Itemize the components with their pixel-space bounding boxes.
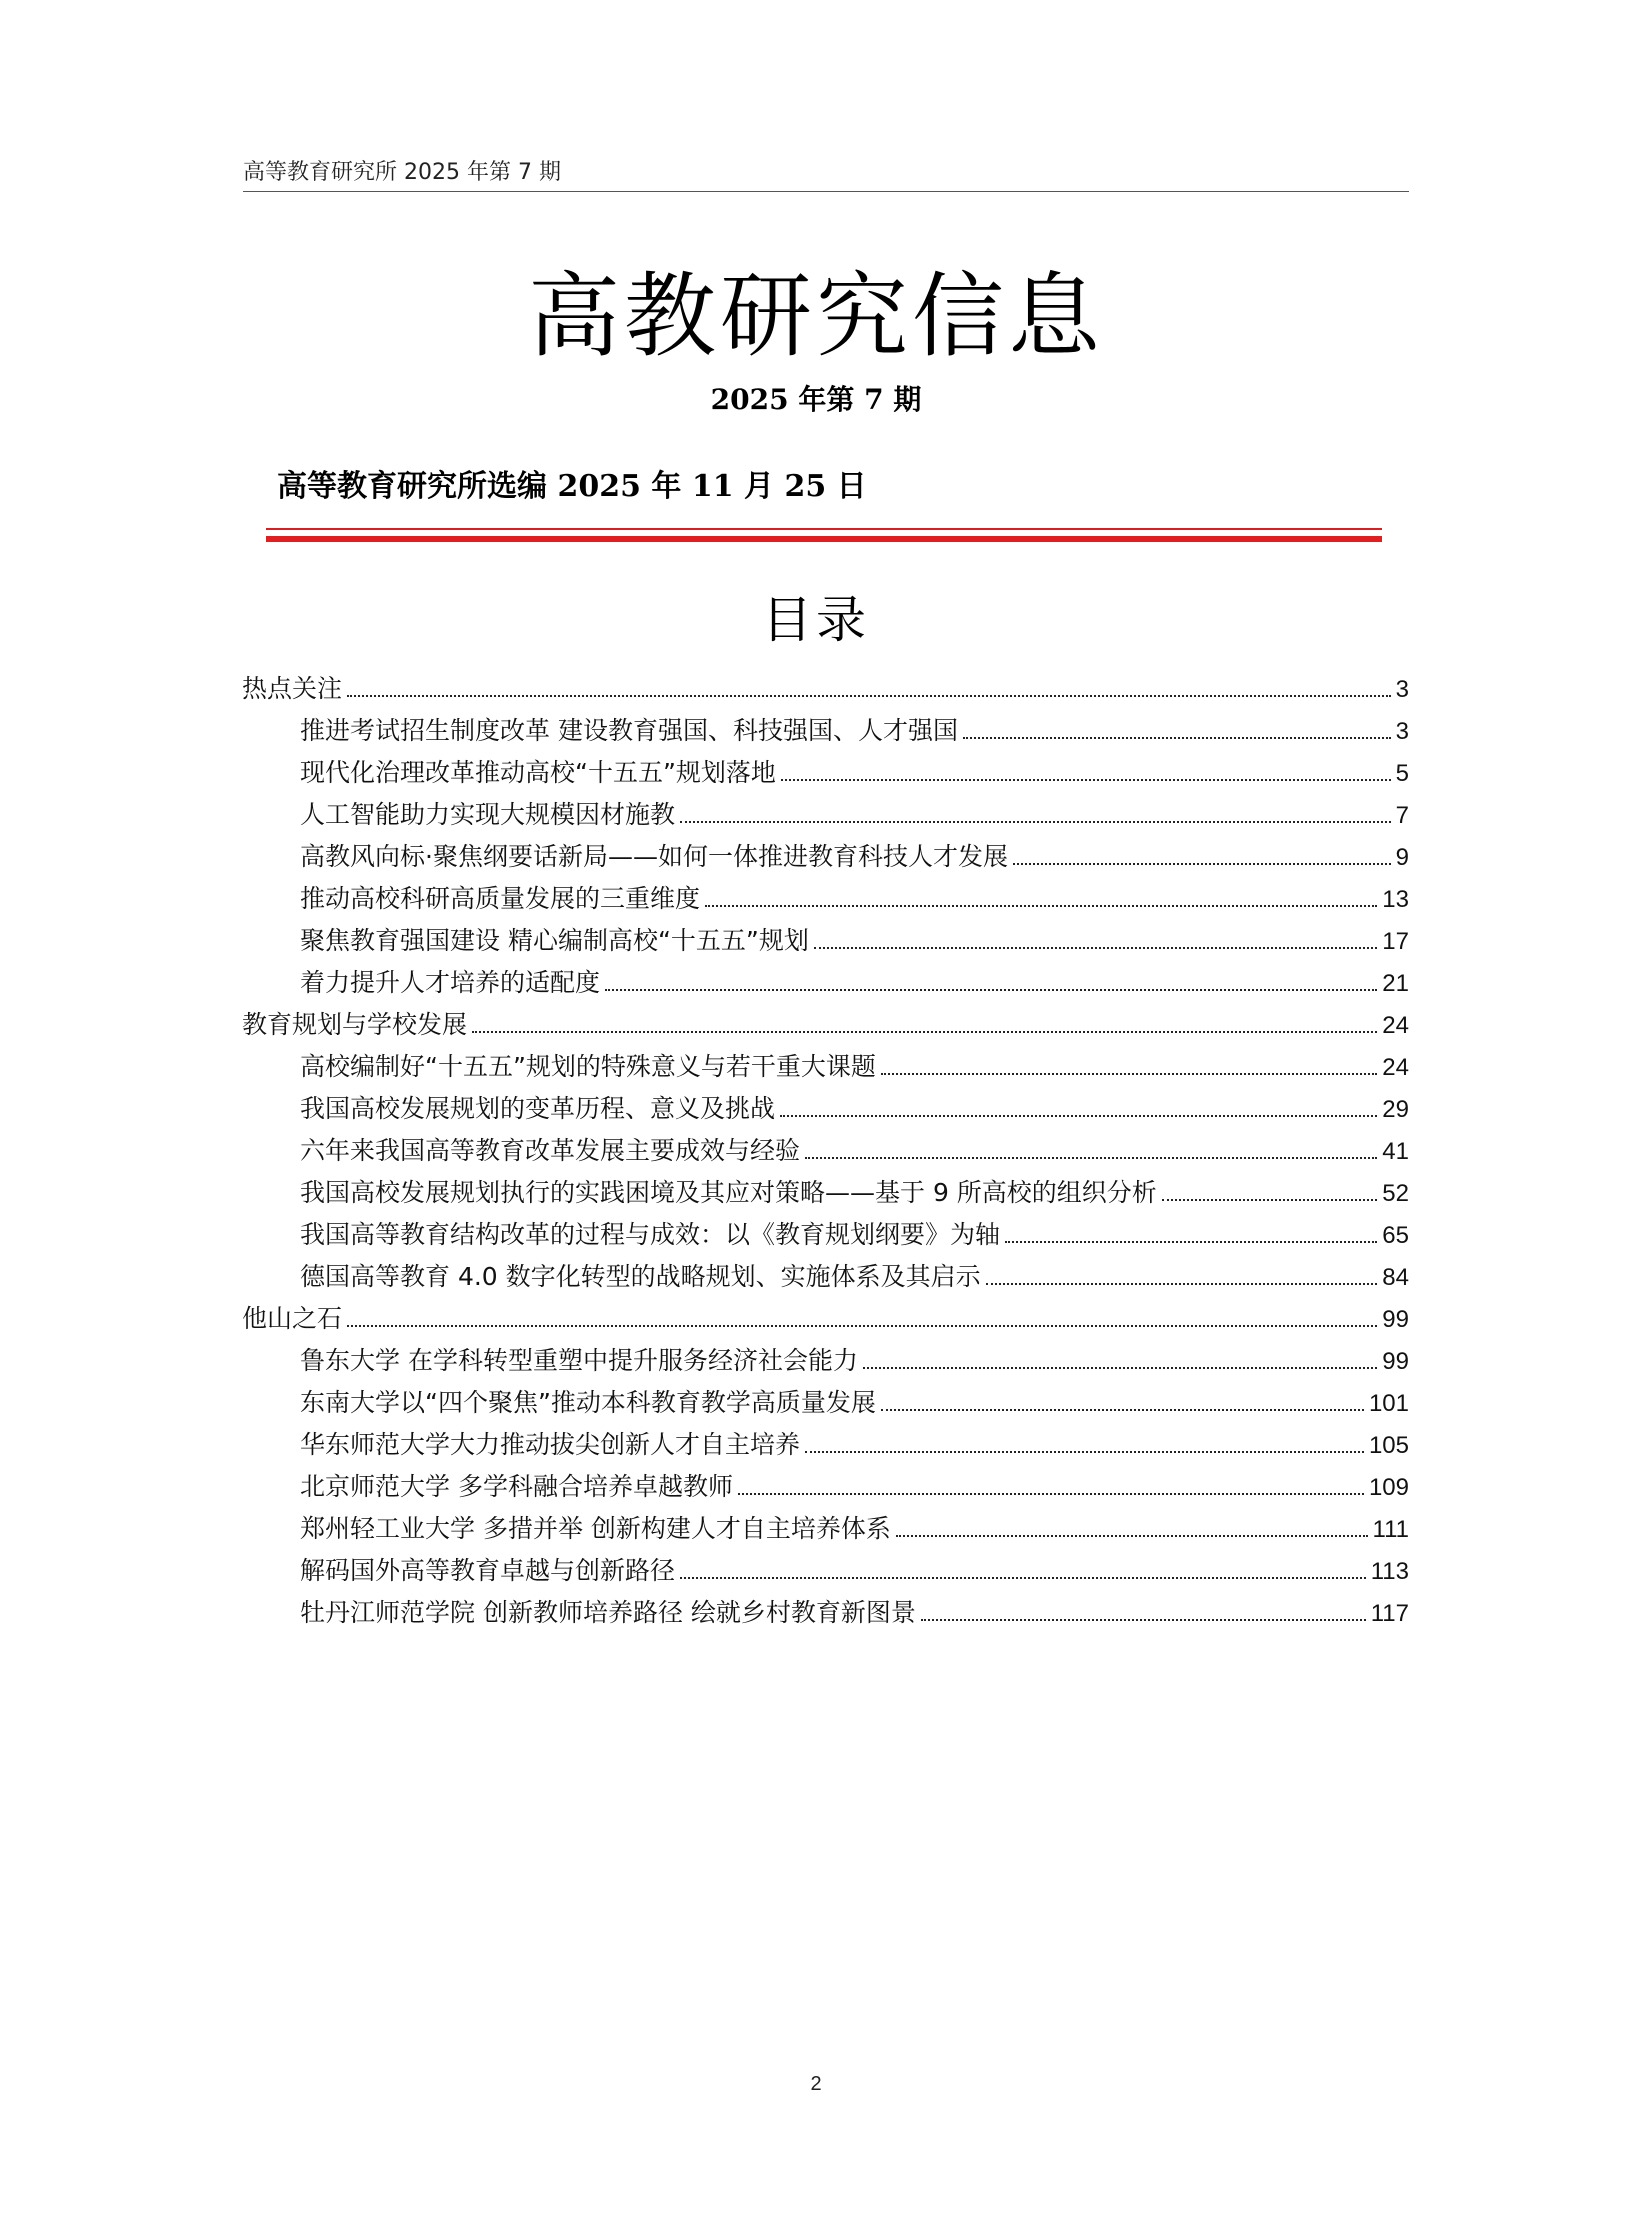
toc-article-entry[interactable] [242, 1214, 1409, 1256]
toc-entry-title: 高教风向标·聚焦纲要话新局——如何一体推进教育科技人才发展 [300, 842, 1008, 871]
toc-article-entry[interactable] [242, 878, 1409, 920]
toc-entry-title: 人工智能助力实现大规模因材施教 [300, 800, 676, 829]
toc-dot-leader [963, 736, 1391, 739]
toc-page-number: 99 [1382, 1306, 1409, 1333]
toc-page-number: 13 [1382, 886, 1409, 913]
toc-dot-leader [472, 1030, 1377, 1033]
toc-entry-title: 现代化治理改革推动高校“十五五”规划落地 [300, 758, 776, 787]
toc-section-entry[interactable] [242, 668, 1409, 710]
toc-article-entry[interactable] [242, 794, 1409, 836]
toc-entry-title: 教育规划与学校发展 [242, 1010, 468, 1039]
toc-article-entry[interactable] [242, 752, 1409, 794]
toc-dot-leader [680, 1576, 1366, 1579]
toc-section-entry[interactable] [242, 1298, 1409, 1340]
toc-dot-leader [805, 1450, 1364, 1453]
issue-number: 2025 年第 7 期 [710, 383, 922, 416]
toc-dot-leader [705, 904, 1377, 907]
toc-page-number: 99 [1382, 1348, 1409, 1375]
toc-page-number: 84 [1382, 1264, 1409, 1291]
toc-entry-title: 北京师范大学 多学科融合培养卓越教师 [300, 1472, 733, 1501]
toc-entry-title: 高校编制好“十五五”规划的特殊意义与若干重大课题 [300, 1052, 876, 1081]
red-divider-thick [266, 536, 1382, 542]
toc-dot-leader [605, 988, 1377, 991]
toc-dot-leader [347, 694, 1391, 697]
toc-dot-leader [881, 1408, 1364, 1411]
toc-dot-leader [780, 1114, 1377, 1117]
toc-dot-leader [896, 1534, 1368, 1537]
toc-article-entry[interactable] [242, 1550, 1409, 1592]
toc-article-entry[interactable] [242, 1046, 1409, 1088]
toc-entry-title: 热点关注 [242, 674, 343, 703]
toc-entry-title: 我国高校发展规划执行的实践困境及其应对策略——基于 9 所高校的组织分析 [300, 1178, 1157, 1207]
toc-dot-leader [881, 1072, 1377, 1075]
toc-dot-leader [781, 778, 1391, 781]
toc-entry-title: 着力提升人才培养的适配度 [300, 968, 601, 997]
toc-dot-leader [1013, 862, 1391, 865]
toc-page-number: 29 [1382, 1096, 1409, 1123]
toc-dot-leader [814, 946, 1377, 949]
toc-page-number: 24 [1382, 1054, 1409, 1081]
toc-page-number: 9 [1395, 844, 1409, 871]
toc-page-number: 3 [1395, 676, 1409, 703]
toc-article-entry[interactable] [242, 1508, 1409, 1550]
toc-section-entry[interactable] [242, 1004, 1409, 1046]
toc-entry-title: 推动高校科研高质量发展的三重维度 [300, 884, 701, 913]
page-number: 2 [810, 2073, 822, 2095]
toc-entry-title: 华东师范大学大力推动拔尖创新人才自主培养 [300, 1430, 801, 1459]
toc-entry-title: 德国高等教育 4.0 数字化转型的战略规划、实施体系及其启示 [300, 1262, 981, 1291]
toc-article-entry[interactable] [242, 1382, 1409, 1424]
toc-article-entry[interactable] [242, 1466, 1409, 1508]
toc-article-entry[interactable] [242, 1088, 1409, 1130]
toc-article-entry[interactable] [242, 920, 1409, 962]
header-divider [243, 191, 1409, 192]
toc-page-number: 105 [1368, 1432, 1409, 1459]
toc-article-entry[interactable] [242, 836, 1409, 878]
toc-article-entry[interactable] [242, 962, 1409, 1004]
toc-entry-title: 鲁东大学 在学科转型重塑中提升服务经济社会能力 [300, 1346, 858, 1375]
toc-article-entry[interactable] [242, 1424, 1409, 1466]
toc-dot-leader [805, 1156, 1377, 1159]
toc-heading: 目录 [762, 591, 870, 649]
toc-entry-title: 聚焦教育强国建设 精心编制高校“十五五”规划 [300, 926, 809, 955]
toc-article-entry[interactable] [242, 1340, 1409, 1382]
toc-page-number: 101 [1368, 1390, 1409, 1417]
toc-entry-title: 我国高等教育结构改革的过程与成效：以《教育规划纲要》为轴 [300, 1220, 1001, 1249]
toc-page-number: 52 [1382, 1180, 1409, 1207]
toc-page-number: 111 [1372, 1516, 1409, 1543]
toc-dot-leader [921, 1618, 1366, 1621]
running-header: 高等教育研究所 2025 年第 7 期 [243, 160, 561, 185]
toc-article-entry[interactable] [242, 1172, 1409, 1214]
toc-entry-title: 推进考试招生制度改革 建设教育强国、科技强国、人才强国 [300, 716, 958, 745]
toc-entry-title: 六年来我国高等教育改革发展主要成效与经验 [300, 1136, 801, 1165]
toc-page-number: 3 [1395, 718, 1409, 745]
toc-page-number: 65 [1382, 1222, 1409, 1249]
toc-entry-title: 牡丹江师范学院 创新教师培养路径 绘就乡村教育新图景 [300, 1598, 916, 1627]
toc-dot-leader [1005, 1240, 1377, 1243]
toc-entry-title: 郑州轻工业大学 多措并举 创新构建人才自主培养体系 [300, 1514, 891, 1543]
toc-page-number: 7 [1395, 802, 1409, 829]
toc-page-number: 21 [1382, 970, 1409, 997]
toc-article-entry[interactable] [242, 1130, 1409, 1172]
table-of-contents [242, 668, 1409, 1634]
editor-date-line: 高等教育研究所选编 2025 年 11 月 25 日 [277, 469, 867, 504]
toc-entry-title: 他山之石 [242, 1304, 343, 1333]
toc-entry-title: 东南大学以“四个聚焦”推动本科教育教学高质量发展 [300, 1388, 876, 1417]
toc-page-number: 5 [1395, 760, 1409, 787]
toc-article-entry[interactable] [242, 1256, 1409, 1298]
toc-page-number: 117 [1370, 1600, 1409, 1627]
toc-entry-title: 解码国外高等教育卓越与创新路径 [300, 1556, 676, 1585]
toc-dot-leader [1162, 1198, 1377, 1201]
toc-article-entry[interactable] [242, 710, 1409, 752]
toc-page-number: 113 [1370, 1558, 1409, 1585]
red-divider-thin [266, 528, 1382, 530]
toc-page-number: 109 [1368, 1474, 1409, 1501]
toc-dot-leader [863, 1366, 1377, 1369]
toc-dot-leader [986, 1282, 1378, 1285]
toc-dot-leader [680, 820, 1391, 823]
toc-dot-leader [347, 1324, 1377, 1327]
toc-entry-title: 我国高校发展规划的变革历程、意义及挑战 [300, 1094, 776, 1123]
toc-article-entry[interactable] [242, 1592, 1409, 1634]
toc-dot-leader [738, 1492, 1364, 1495]
toc-page-number: 17 [1382, 928, 1409, 955]
toc-page-number: 24 [1382, 1012, 1409, 1039]
toc-page-number: 41 [1382, 1138, 1409, 1165]
journal-title: 高教研究信息 [527, 263, 1104, 370]
